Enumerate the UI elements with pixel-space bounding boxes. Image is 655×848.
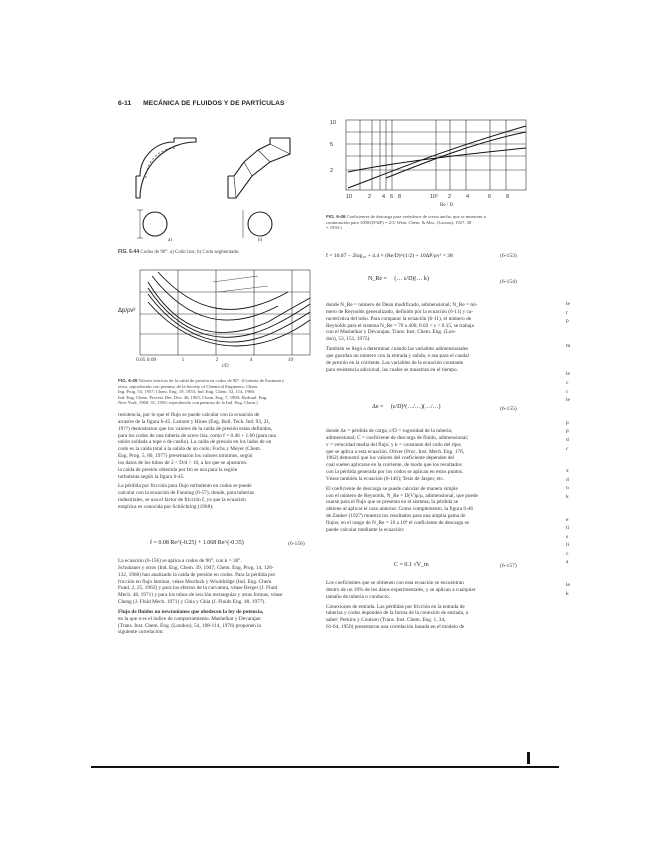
margin-letter: x	[566, 468, 569, 475]
segmented-elbow-drawing	[228, 138, 290, 238]
fig45-caption-line: Valores teóricos de la caída de presión en codos de 90°. (Cortesía de Eastman y	[138, 378, 285, 383]
fig44-label-b: b)	[258, 238, 263, 243]
margin-letter: le	[566, 397, 570, 404]
right-column-text-2	[326, 428, 530, 534]
fig45-xtick: 1	[181, 357, 185, 363]
text-line: También se llegó a determinar cuándo las variables adimensionales	[326, 346, 469, 353]
margin-letter: c	[566, 445, 569, 452]
margin-letter: le	[566, 582, 570, 589]
right-column-text-3	[326, 580, 530, 631]
fig45-caption	[118, 378, 314, 406]
fig46-caption	[326, 214, 531, 231]
fig46-xtick: 4	[382, 194, 386, 200]
text-line: La ecuación (6-156) se aplica a codos de 90°, con k = 30°.	[118, 558, 242, 564]
fig46-curves	[348, 126, 526, 188]
fig46-caption-line: continuación para 1000/(D²ΔP) = 2/3; Wear, Chem. & Mac. (Lasson), 1927, 38	[326, 219, 472, 225]
margin-letter: p	[566, 428, 569, 435]
fig45-curves	[148, 272, 310, 346]
fig46-caption-line: = 1950.)	[326, 225, 342, 231]
margin-letter: le	[566, 371, 570, 378]
fig46-ytick: 10	[330, 120, 337, 126]
equation-rhs: (… ε/D)(… k)	[394, 276, 429, 282]
equation-lhs: Δe =	[372, 404, 384, 410]
text-line: don), 53, 151, 1975).	[326, 336, 371, 343]
fig45-caption-line: otros, reproducido con permiso de la Society of Chemical Engineers; Chem.	[118, 383, 259, 389]
page-number: 6-11	[118, 100, 132, 107]
margin-letter: d	[566, 476, 569, 483]
text-line: Fund. 2, 25, 1963) y para los efectos de la curvatura, véase Berger (J. Fluid	[118, 585, 278, 592]
chapter-title: MECÁNICA DE FLUIDOS Y DE PARTÍCULAS	[143, 100, 285, 107]
margin-letter: k	[566, 590, 569, 597]
fig46-xlabel: Re / D	[440, 203, 454, 208]
text-line: Schubauer y otros (Ind. Eng. Chem. 39, 1947; Chem. Eng. Prog. 14, 126-	[118, 564, 274, 571]
fig46-xtick: 4	[466, 194, 470, 200]
margin-letter: le	[566, 301, 570, 307]
text-line: en la que n es el índice de comportamiento. Mashelkar y Devarajan	[118, 615, 261, 622]
text-line: tamaño de tubería o conducto.	[326, 593, 390, 600]
text-line: Mech. 48, 1971) y para los tubos de sección rectangular y otras formas, véase	[118, 592, 283, 599]
fig45-xlabel: r/D	[222, 364, 229, 369]
text-line: mero de Reynolds generalizado, definido por la ecuación (6-11) y ca-	[326, 308, 474, 315]
equation-number: (6-155)	[500, 406, 517, 412]
text-line: obtiene al aplicar el caso anterior. Como complemento, la figura 6-46	[326, 506, 474, 513]
fig46-ytick: 2	[330, 168, 334, 174]
equation-6-153: f = 10.07 − 2log₁₀ + 4.4 × (Re/D)^(1/2) + 10ΔP/ρv² = 38	[326, 253, 453, 259]
text-line: calcular con la ecuación de Fanning (6-57), donde, para tuberías	[118, 490, 255, 497]
equation-6-157: C = 0.1 √V_m	[394, 562, 429, 568]
margin-letter: c	[566, 388, 569, 395]
text-line: codo es la caída total a la salida de un codo; Fuchs y Meyer (Chem.	[118, 446, 262, 453]
text-line: donde Δe = pérdida de carga; ε/D = rugosidad de la tubería;	[326, 428, 453, 434]
text-line: racterística del tubo. Para comparar la ecuación (6-11), el número de	[326, 315, 472, 322]
text-line: 132, 1968) han analizado la caída de presión en codos. Para la pérdida por	[118, 571, 276, 578]
text-line: siguiente correlación:	[118, 629, 164, 636]
right-column-text-1	[326, 302, 530, 373]
text-line: los datos de los tubos de 2 < D/d < 16, a los que se ajustaron.	[118, 459, 248, 466]
margin-letter: d	[566, 436, 569, 443]
text-line: Eng. Prog. 5, 80, 1977) presentaron los valores mínimos, según	[118, 453, 253, 460]
fig46-chart	[326, 112, 531, 204]
margin-letter: s	[566, 533, 569, 540]
fig46-xtick: 6	[488, 194, 492, 200]
margin-letter: c	[566, 550, 569, 557]
margin-letter: e	[566, 516, 569, 523]
margin-letter: m	[566, 342, 571, 349]
text-line: 19??) demostraron que los valores de la caída de presión están definidos,	[118, 425, 273, 432]
text-line: que guardan un número con la entrada y salida, o sea para el caudal	[326, 352, 469, 359]
text-line: la caída de presión obtenida por Ito se usa para la región	[118, 466, 238, 473]
fig46-xtick: 2	[368, 194, 372, 200]
text-line: unión soldada a tope o de cuello). La caída de presión en los lados de un	[118, 439, 272, 446]
text-line: (Trans. Inst. Chem. Eng. (London), 54, 108-114, 1976) proponen la	[118, 622, 261, 629]
running-header	[118, 100, 285, 107]
text-line: industriales, se usa el factor de fricción f, ya que la ecuación	[118, 497, 246, 504]
margin-letter: li	[566, 525, 570, 532]
fig44-caption	[118, 249, 308, 256]
text-line: Conexiones de entrada. Las pérdidas por fricción en la entrada de	[326, 603, 465, 610]
text-line: empírica es conocida por Schlichting (1968):	[118, 503, 214, 510]
registration-mark	[527, 752, 530, 764]
fig46-caption-line: Coeficientes de descarga para vertederos de cresta ancha, que se muestran a	[346, 214, 486, 219]
text-line: flujos; en el rango de N_Re = 10 a 10⁴ el coeficiente de descarga se	[326, 519, 469, 526]
fig45-caption-line: Ing. Prog. 53, 1957; Chem. Eng. 19, 1953; Ind. Eng. Chem. 52, 114, 1960;	[118, 389, 256, 395]
text-line: con el número de Reynolds, N_Re = D(V)ρ/μ, adimensional, que puede	[326, 492, 478, 499]
fig46-xtick: 10²	[430, 194, 438, 200]
fig45-xticks	[136, 357, 326, 363]
text-line: Véase también la ecuación (6-146); Tesis de Jasper, etc.	[326, 475, 445, 482]
text-line: para resistencia adicional, las cuales se muestran en el tiempo.	[326, 366, 458, 373]
fig46-xtick: 8	[506, 194, 510, 200]
fig45-xtick: 0.05 0.09	[136, 357, 157, 363]
fig45-ylabel: Δp/ρv²	[118, 308, 136, 314]
margin-letter: li	[566, 542, 570, 549]
text-line: puede calcular mediante la ecuación:	[326, 526, 405, 533]
text-line: 61-64, 1950) presentaron una correlación basada en el modelo de	[326, 624, 465, 631]
margin-letter: a	[566, 559, 569, 566]
fig45-xtick: 4	[249, 357, 253, 363]
equation-6-155	[372, 404, 441, 410]
fig45-caption-number: FIG. 6-45	[118, 378, 138, 383]
margin-letter: u	[566, 485, 569, 492]
margin-column	[566, 300, 576, 598]
text-line: arrastre de la figura 6-45. Lamont y Hines (Eng. Bull. Tech. Ind. 93, 21,	[118, 418, 271, 425]
text-line: cual suelen aplicarse en la corriente, de modo que los resultados	[326, 462, 462, 469]
text-line: dentro de un 10% de los datos experimentales, y se aplican a cualquier	[326, 586, 476, 593]
equation-lhs: N_Re =	[368, 276, 387, 282]
text-line: Reynolds para el sistema N_Re = 70 a 400, 0.03 < ε < 0.15, se trabaja	[326, 322, 474, 329]
fig46-ytick: 5	[330, 142, 334, 148]
fig44-elbows	[118, 118, 308, 253]
fig46-xtick: 2	[448, 194, 452, 200]
fig44-label-a: a)	[168, 238, 172, 243]
text-line: para los codos de una tubería de acero lisa, como f = 0.46 + 1.60 (para una	[118, 432, 276, 439]
equation-rhs: (ε/D)³(…/…)(…/…)	[390, 404, 441, 410]
text-line: con el Mashelkar y Devarajan, Trans. Inst. Chem. Eng. (Lon-	[326, 329, 456, 336]
fig44-caption-text: Codos de 90°. a) Codo liso; b) Codo segmentado.	[140, 250, 240, 255]
fig44-caption-number: FIG. 6-44	[118, 249, 140, 255]
fig45-caption-line: New York. 1960. 31, 1950; reproducido con permiso de la Ind. Eng. Chem.)	[118, 400, 258, 406]
text-line: La pérdida por fricción para flujo turbulento en codos se puede	[118, 483, 252, 490]
fig46-caption-number: FIG. 6-46	[326, 214, 346, 219]
equation-number: (6-157)	[500, 563, 517, 569]
fig45-xtick: 2	[215, 357, 219, 363]
text-line: de presión en la corriente. Las variables de la ecuación constante	[326, 359, 464, 366]
text-line: resistencia, por lo que el flujo se puede calcular con la ecuación de	[118, 412, 260, 418]
margin-letter: k	[566, 493, 569, 500]
equation-6-154	[368, 276, 429, 282]
text-line: tuberías y codos dependen de la forma de la conexión de entrada, a	[326, 610, 468, 617]
equation-number: (6-153)	[500, 253, 517, 259]
text-line: v = velocidad media del flujo; y k = constante del codo del tipo;	[326, 441, 462, 448]
text-line: fricción en flujo laminar, véase Murdock y Wooldridge (Ind. Eng. Chem.	[118, 578, 273, 585]
text-line: adimensional; C = coeficiente de descarga de fluido, adimensional;	[326, 434, 469, 441]
text-line: 1962) demostró que los valores del coeficiente dependen del	[326, 455, 455, 462]
text-line: El coeficiente de descarga se puede calcular de manera simple	[326, 485, 458, 492]
fig45-caption-line: Ind. Eng. Chem. Process Des. Dev. 46, 1965; Chem. Eng. 7, 1969; Hydraul. Eng.	[118, 394, 268, 400]
fig46-xtick: 10	[346, 194, 353, 200]
text-line: de Zanker (1927) muestra los resultados para una amplia gama de	[326, 513, 466, 520]
text-line: Flujo de fluidos no newtonianos que obedecen la ley de potencia,	[118, 608, 264, 615]
equation-6-156: f = 0.08 Re^(-0.25) + 1.068 Re^(-0.35)	[150, 540, 244, 546]
fig45-xtick: 10	[287, 357, 294, 363]
text-line: con la pérdida generada por los codos se aplican en estos puntos.	[326, 469, 464, 476]
margin-letter: p	[566, 419, 569, 426]
text-line: Cheng (J. Fluid Mech. 1971) y Ghia y Ghia (J. Fluids Eng. 48, 1977).	[118, 599, 266, 606]
smooth-elbow-drawing	[136, 138, 196, 238]
bottom-rule	[91, 766, 559, 768]
margin-letter: r	[566, 309, 568, 316]
left-column-text-1	[118, 412, 316, 511]
text-line: usarse para el flujo que se presenta en el sistema; la pérdida se	[326, 499, 459, 506]
margin-letter: c	[566, 379, 569, 386]
equation-number: (6-154)	[500, 279, 517, 285]
fig46-xtick: 8	[398, 194, 402, 200]
left-column-text-2	[118, 558, 316, 636]
text-line: donde N_Re = número de Dean modificado, adimensional; N_Re = nú-	[326, 302, 478, 308]
text-line: turbulenta según la figura 6-45.	[118, 473, 185, 480]
fig46-xtick: 6	[390, 194, 394, 200]
text-line: saber: Perkins y Coulson (Trans. Inst. Chem. Eng. 1, 34,	[326, 617, 446, 624]
margin-letter: p	[566, 318, 569, 325]
text-line: que se aplica a esta ecuación. Oliver (Proc. Inst. Mech. Eng. 176,	[326, 448, 465, 455]
equation-number: (6-156)	[288, 541, 305, 547]
text-line: Los coeficientes que se obtienen con esta ecuación se encuentran	[326, 580, 464, 586]
